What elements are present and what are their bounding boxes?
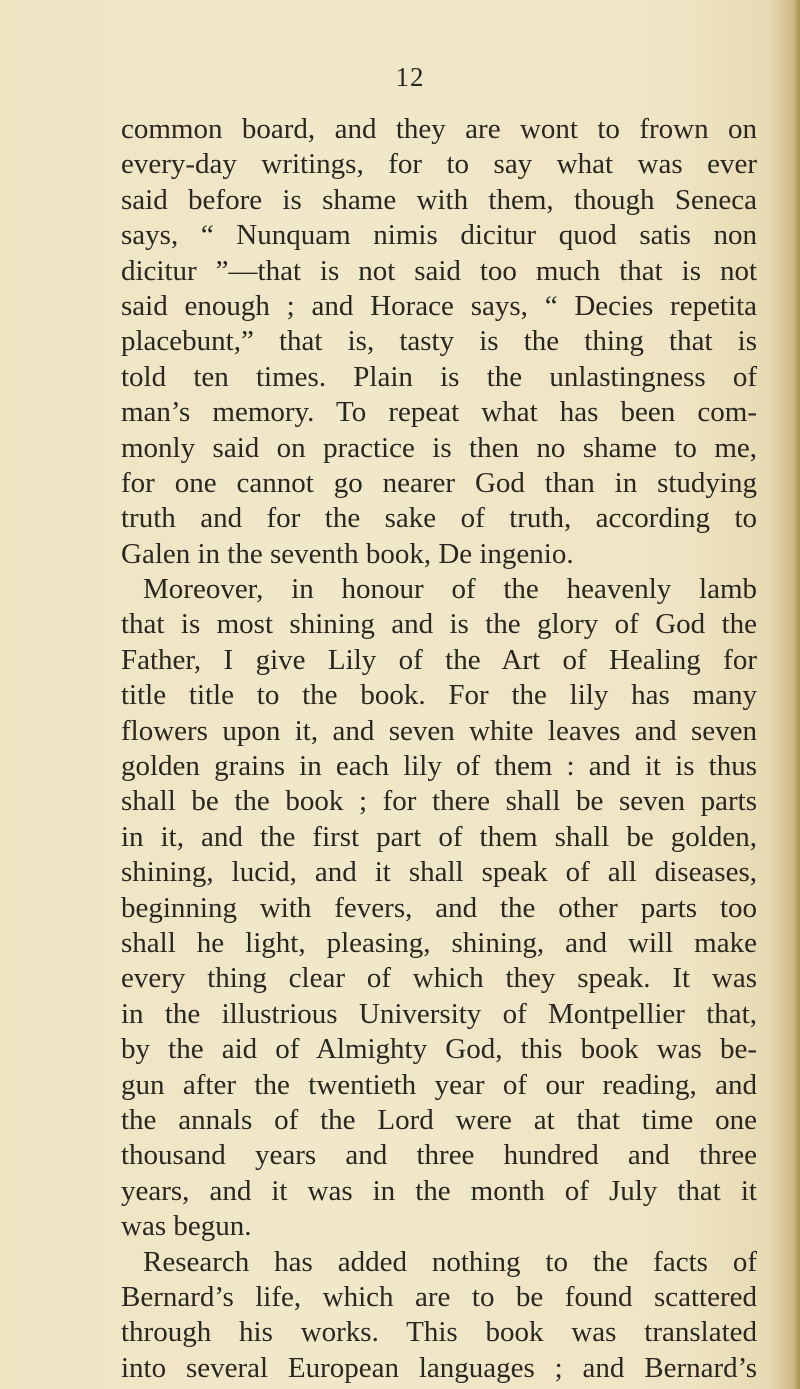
- text-line: through his works. This book was translated: [121, 1316, 757, 1349]
- page-edge: [794, 0, 800, 1389]
- text-line: the annals of the Lord were at that time one: [121, 1103, 757, 1136]
- text-line: placebunt,” that is, tasty is the thing that is: [121, 325, 757, 358]
- text-line: golden grains in each lily of them : and it is thus: [121, 750, 757, 783]
- text-line: common board, and they are wont to frown on: [121, 113, 757, 145]
- text-line: shall he light, pleasing, shining, and will make: [121, 926, 757, 959]
- text-line: Father, I give Lily of the Art of Healing for: [121, 643, 757, 676]
- text-line: Galen in the seventh book, De ingenio.: [121, 537, 574, 570]
- text-line: for one cannot go nearer God than in studying: [121, 466, 757, 499]
- text-line: thousand years and three hundred and three: [121, 1139, 757, 1172]
- paragraph-start-line: Moreover, in honour of the heavenly lamb: [143, 573, 757, 606]
- text-line: shining, lucid, and it shall speak of all diseases,: [121, 856, 757, 889]
- text-line: years, and it was in the month of July that it: [121, 1174, 757, 1207]
- text-line: in it, and the first part of them shall be golden,: [121, 820, 757, 853]
- text-line: said before is shame with them, though Seneca: [121, 183, 757, 216]
- text-line: title title to the book. For the lily has many: [121, 679, 757, 712]
- text-line: every-day writings, for to say what was ever: [121, 148, 757, 181]
- text-line: monly said on practice is then no shame to me,: [121, 431, 757, 464]
- text-line: every thing clear of which they speak. It was: [121, 962, 757, 995]
- text-line: told ten times. Plain is the unlastingness of: [121, 360, 757, 393]
- paragraph-start-line: Research has added nothing to the facts of: [143, 1245, 757, 1278]
- text-line: shall be the book ; for there shall be seven parts: [121, 785, 757, 818]
- text-line: that is most shining and is the glory of God the: [121, 608, 757, 641]
- text-line: said enough ; and Horace says, “ Decies repetita: [121, 289, 757, 322]
- text-line: by the aid of Almighty God, this book was be-: [121, 1033, 757, 1066]
- text-line: flowers upon it, and seven white leaves and seven: [121, 714, 757, 747]
- text-line: was begun.: [121, 1210, 252, 1243]
- page-number: 12: [395, 62, 425, 92]
- text-line: Bernard’s life, which are to be found scattered: [121, 1280, 757, 1313]
- text-line: dicitur ”—that is not said too much that is not: [121, 254, 757, 287]
- text-line: into several European languages ; and Bernard’s: [121, 1351, 757, 1384]
- body-text: [121, 112, 757, 1386]
- text-line: man’s memory. To repeat what has been com-: [121, 396, 757, 429]
- text-line: gun after the twentieth year of our reading, and: [121, 1068, 757, 1101]
- text-line: in the illustrious University of Montpellier that,: [121, 997, 757, 1030]
- text-line: beginning with fevers, and the other parts too: [121, 891, 757, 924]
- text-line: says, “ Nunquam nimis dicitur quod satis non: [121, 219, 757, 252]
- text-line: truth and for the sake of truth, according to: [121, 502, 757, 535]
